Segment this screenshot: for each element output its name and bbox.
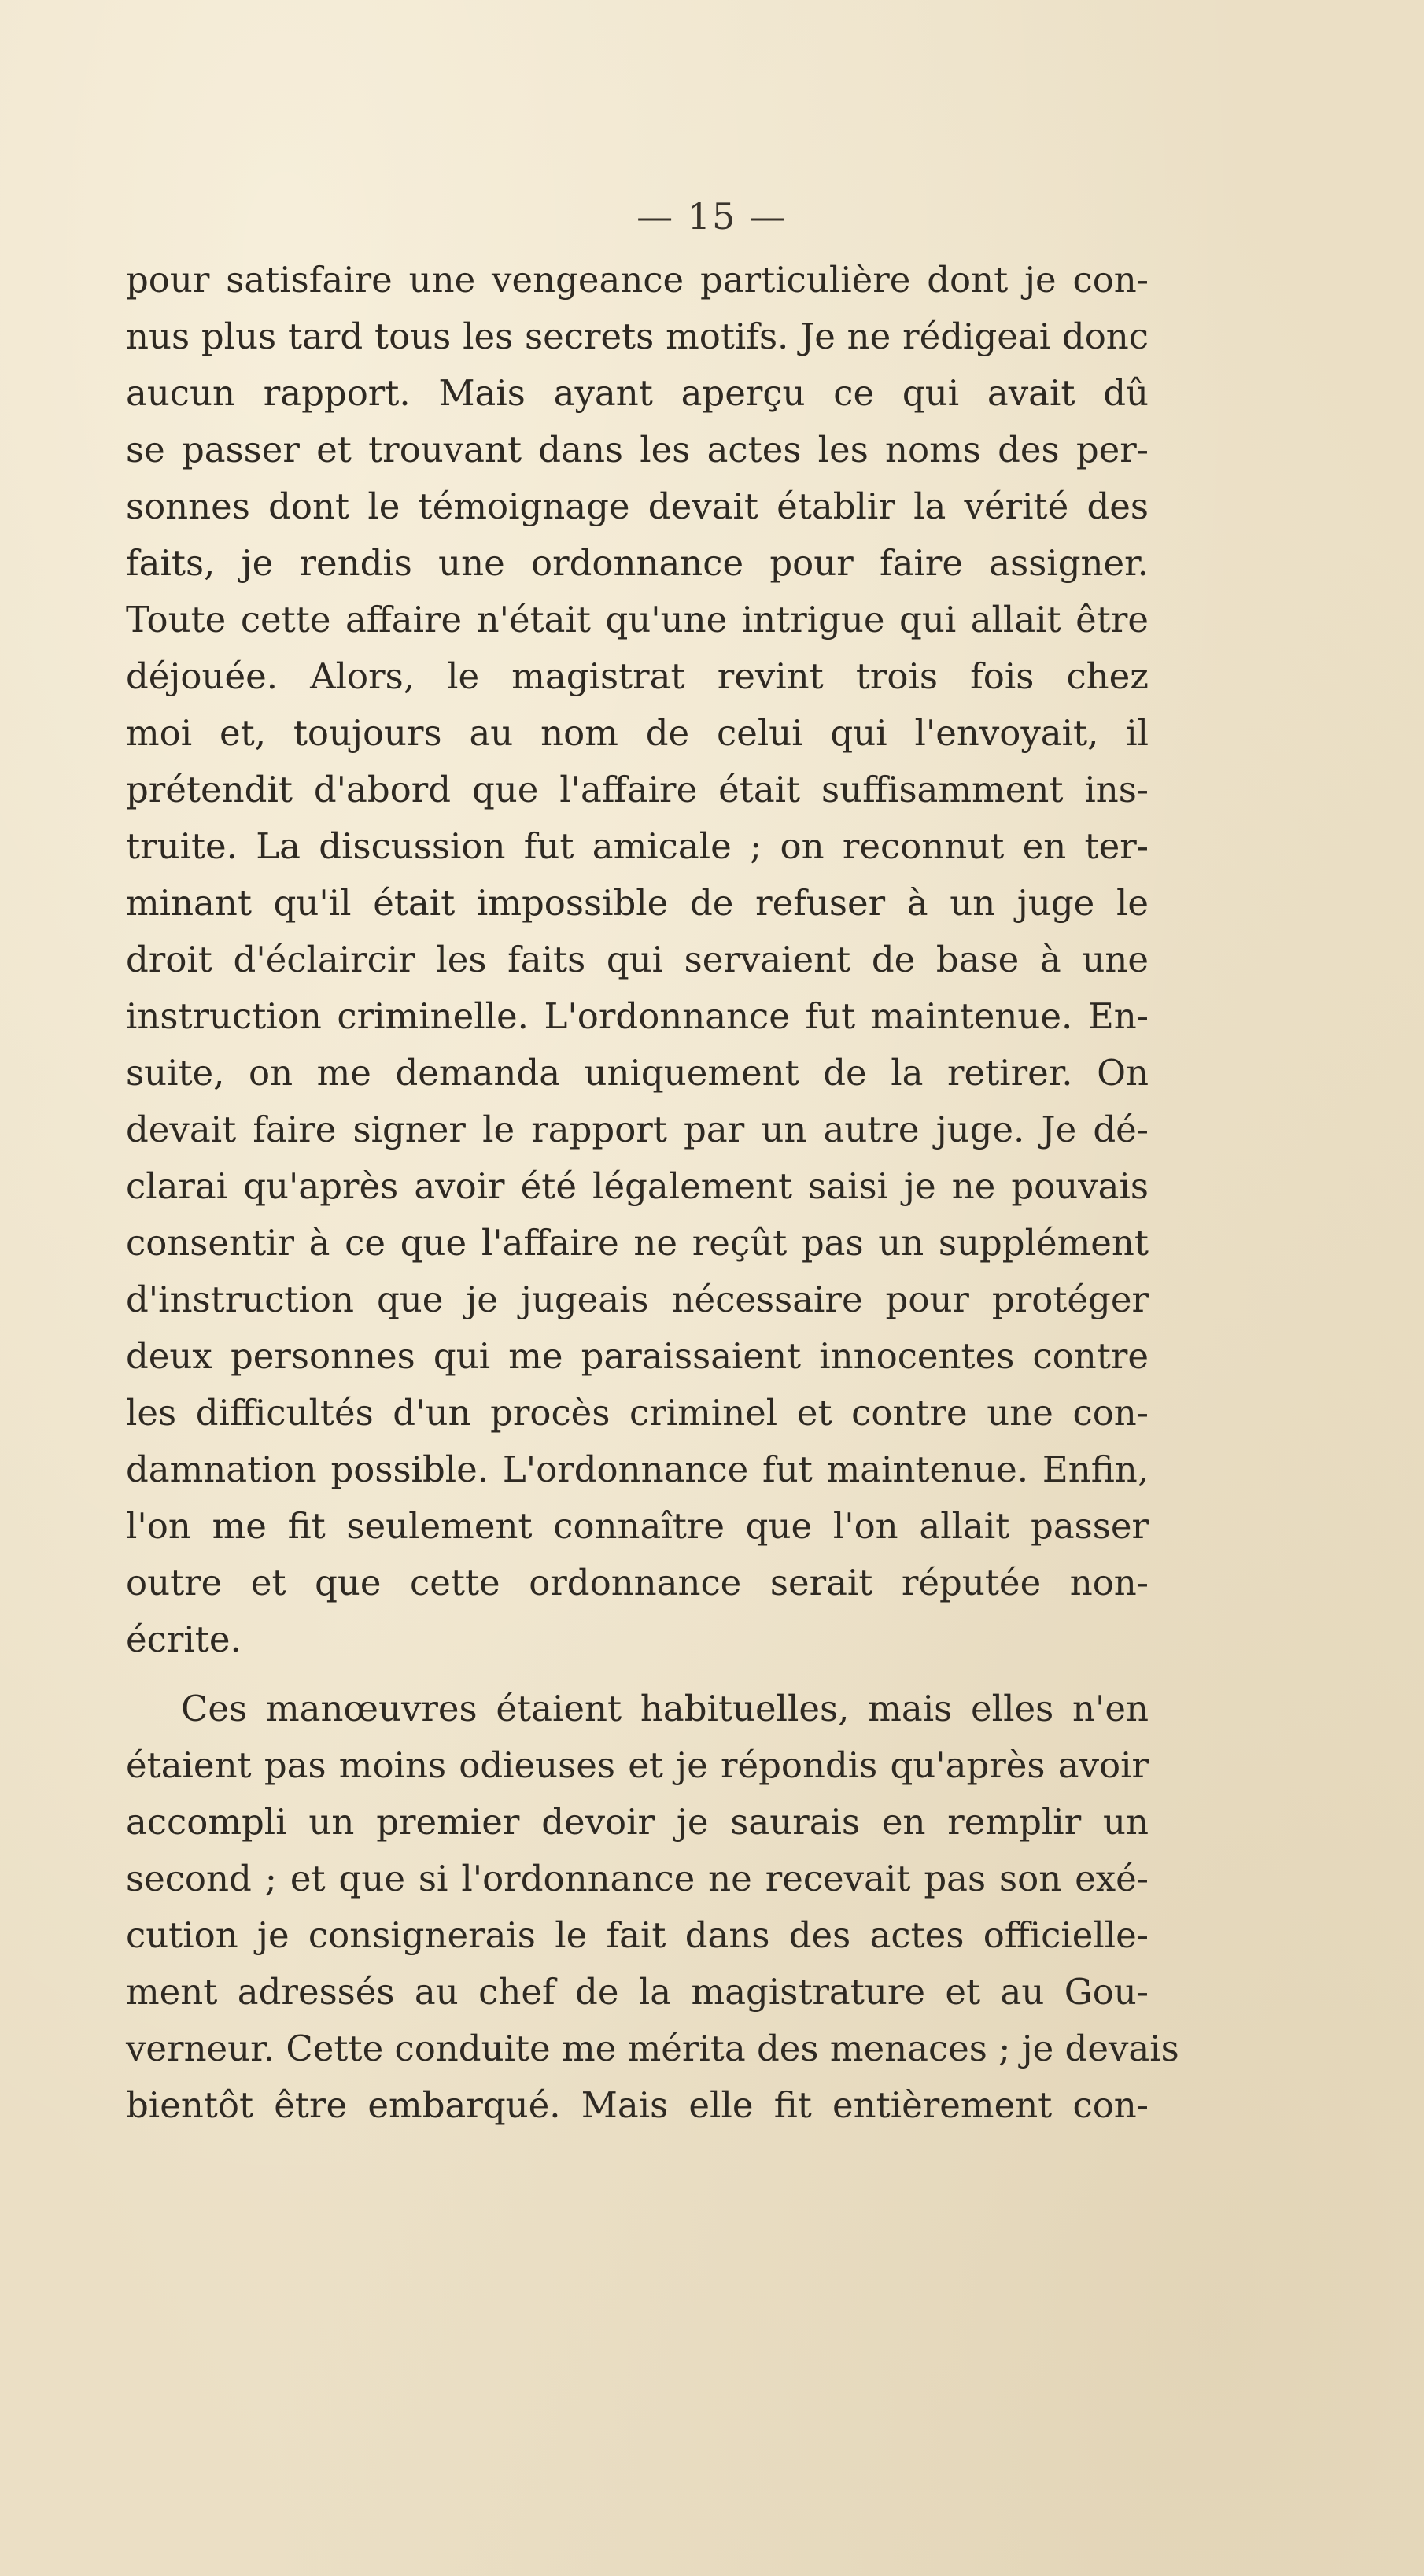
text-line: minant qu'il était impossible de refuser à un juge le [126, 882, 1149, 924]
text-line: se passer et trouvant dans les actes les noms des per- [126, 429, 1149, 471]
text-line: consentir à ce que l'affaire ne reçût pas un supplément [126, 1222, 1149, 1264]
text-line: Toute cette affaire n'était qu'une intrigue qui allait être [126, 599, 1149, 640]
text-line: ment adressés au chef de la magistrature et au Gou- [126, 1971, 1149, 2013]
text-line: moi et, toujours au nom de celui qui l'envoyait, il [126, 712, 1149, 754]
text-line: déjouée. Alors, le magistrat revint trois fois chez [126, 655, 1149, 697]
text-line: nus plus tard tous les secrets motifs. Je ne rédigeai donc [126, 316, 1149, 357]
text-line: clarai qu'après avoir été légalement saisi je ne pouvais [126, 1165, 1149, 1207]
text-line: cution je consignerais le fait dans des actes officielle- [126, 1914, 1149, 1956]
text-line: écrite. [126, 1618, 242, 1660]
body-text [126, 252, 1179, 2134]
text-line: devait faire signer le rapport par un autre juge. Je dé- [126, 1109, 1149, 1150]
text-line: deux personnes qui me paraissaient innocentes contre [126, 1335, 1149, 1377]
page-number: — 15 — [636, 195, 788, 238]
text-line: étaient pas moins odieuses et je répondis qu'après avoir [126, 1744, 1149, 1786]
paragraph-2 [126, 1681, 1179, 2134]
text-line: sonnes dont le témoignage devait établir la vérité des [126, 485, 1149, 527]
text-line: second ; et que si l'ordonnance ne recevait pas son exé- [126, 1858, 1149, 1899]
text-line: pour satisfaire une vengeance particulière dont je con- [126, 259, 1149, 301]
text-line: aucun rapport. Mais ayant aperçu ce qui avait dû [126, 372, 1149, 414]
text-line: damnation possible. L'ordonnance fut maintenue. Enfin, [126, 1449, 1149, 1490]
text-line: suite, on me demanda uniquement de la retirer. On [126, 1052, 1149, 1094]
text-line: l'on me fit seulement connaître que l'on allait passer [126, 1505, 1149, 1547]
text-line: d'instruction que je jugeais nécessaire pour protéger [126, 1279, 1149, 1320]
text-line: accompli un premier devoir je saurais en remplir un [126, 1801, 1149, 1843]
paragraph-gap [126, 1668, 1149, 1681]
text-line: truite. La discussion fut amicale ; on reconnut en ter- [126, 825, 1149, 867]
text-line: outre et que cette ordonnance serait réputée non- [126, 1562, 1149, 1604]
text-line: faits, je rendis une ordonnance pour faire assigner. [126, 542, 1149, 584]
text-line: prétendit d'abord que l'affaire était suffisamment ins- [126, 769, 1149, 810]
text-line: instruction criminelle. L'ordonnance fut maintenue. En- [126, 995, 1149, 1037]
text-line: verneur. Cette conduite me mérita des menaces ; je devais [126, 2028, 1179, 2069]
text-line: les difficultés d'un procès criminel et contre une con- [126, 1392, 1149, 1434]
text-line: droit d'éclaircir les faits qui servaient de base à une [126, 939, 1149, 980]
text-line: bientôt être embarqué. Mais elle fit entièrement con- [126, 2084, 1149, 2126]
text-line: Ces manœuvres étaient habituelles, mais elles n'en [181, 1688, 1149, 1729]
paragraph-1 [126, 252, 1149, 1668]
